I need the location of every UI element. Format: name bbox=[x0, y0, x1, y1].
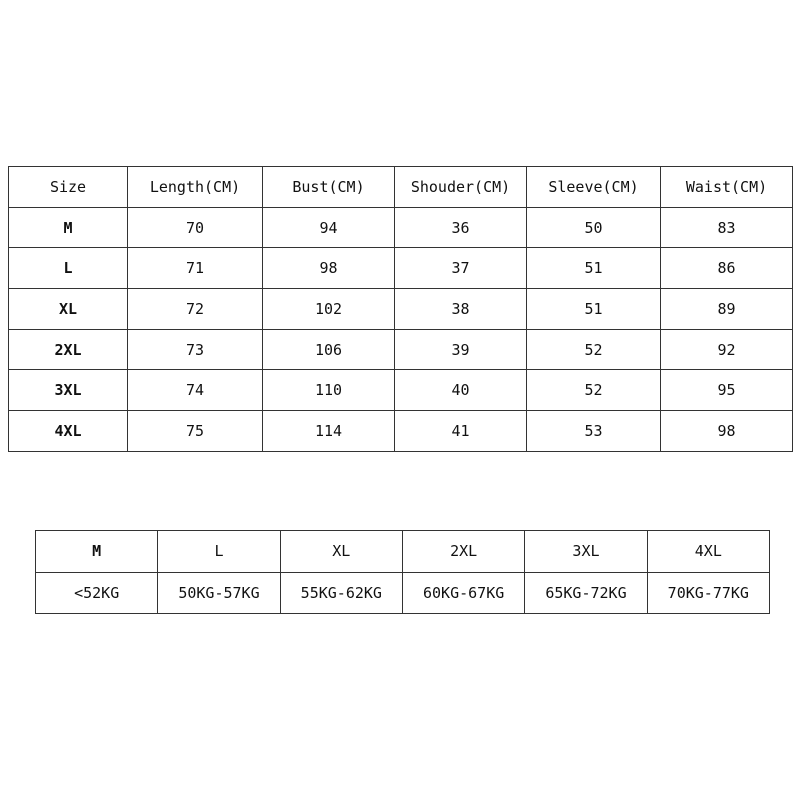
size-cell: XL bbox=[9, 289, 128, 330]
measurement-cell: 53 bbox=[527, 411, 661, 452]
measurement-cell: 95 bbox=[661, 370, 793, 411]
measurement-cell: 106 bbox=[263, 329, 395, 370]
weight-cell: 50KG-57KG bbox=[158, 572, 280, 614]
weight-chart-table bbox=[35, 530, 770, 614]
measurement-cell: 36 bbox=[395, 207, 527, 248]
table-row bbox=[9, 411, 793, 452]
measurement-cell: 114 bbox=[263, 411, 395, 452]
measurement-cell: 75 bbox=[128, 411, 263, 452]
measurement-cell: 41 bbox=[395, 411, 527, 452]
weight-cell: 55KG-62KG bbox=[280, 572, 402, 614]
measurement-cell: 92 bbox=[661, 329, 793, 370]
measurement-cell: 72 bbox=[128, 289, 263, 330]
measurement-cell: 73 bbox=[128, 329, 263, 370]
weight-cell: 70KG-77KG bbox=[647, 572, 769, 614]
size-cell: 3XL bbox=[9, 370, 128, 411]
size-cell: M bbox=[9, 207, 128, 248]
size-cell: 4XL bbox=[9, 411, 128, 452]
measurement-cell: 74 bbox=[128, 370, 263, 411]
measurement-cell: 102 bbox=[263, 289, 395, 330]
measurement-cell: 83 bbox=[661, 207, 793, 248]
size-cell: L bbox=[158, 531, 280, 573]
size-cell: L bbox=[9, 248, 128, 289]
header-cell: Bust(CM) bbox=[263, 167, 395, 208]
weight-cell: 60KG-67KG bbox=[402, 572, 524, 614]
size-cell: XL bbox=[280, 531, 402, 573]
size-cell: M bbox=[36, 531, 158, 573]
measurement-cell: 51 bbox=[527, 248, 661, 289]
table-row bbox=[9, 248, 793, 289]
measurement-cell: 40 bbox=[395, 370, 527, 411]
measurement-cell: 89 bbox=[661, 289, 793, 330]
measurement-cell: 94 bbox=[263, 207, 395, 248]
table-row bbox=[9, 329, 793, 370]
measurement-cell: 70 bbox=[128, 207, 263, 248]
measurement-cell: 86 bbox=[661, 248, 793, 289]
measurement-cell: 71 bbox=[128, 248, 263, 289]
size-chart-table bbox=[8, 166, 793, 452]
sizes-row bbox=[36, 531, 770, 573]
table-row bbox=[9, 370, 793, 411]
table-row bbox=[9, 289, 793, 330]
measurement-cell: 38 bbox=[395, 289, 527, 330]
measurement-cell: 52 bbox=[527, 370, 661, 411]
size-cell: 2XL bbox=[402, 531, 524, 573]
header-cell: Length(CM) bbox=[128, 167, 263, 208]
table-row bbox=[9, 207, 793, 248]
header-row bbox=[9, 167, 793, 208]
weights-row bbox=[36, 572, 770, 614]
measurement-cell: 98 bbox=[661, 411, 793, 452]
header-cell: Waist(CM) bbox=[661, 167, 793, 208]
measurement-cell: 39 bbox=[395, 329, 527, 370]
header-cell: Size bbox=[9, 167, 128, 208]
measurement-cell: 51 bbox=[527, 289, 661, 330]
size-cell: 3XL bbox=[525, 531, 647, 573]
weight-cell: 65KG-72KG bbox=[525, 572, 647, 614]
header-cell: Shouder(CM) bbox=[395, 167, 527, 208]
size-cell: 2XL bbox=[9, 329, 128, 370]
measurement-cell: 50 bbox=[527, 207, 661, 248]
measurement-cell: 52 bbox=[527, 329, 661, 370]
measurement-cell: 110 bbox=[263, 370, 395, 411]
measurement-cell: 37 bbox=[395, 248, 527, 289]
header-cell: Sleeve(CM) bbox=[527, 167, 661, 208]
weight-cell: <52KG bbox=[36, 572, 158, 614]
measurement-cell: 98 bbox=[263, 248, 395, 289]
size-cell: 4XL bbox=[647, 531, 769, 573]
